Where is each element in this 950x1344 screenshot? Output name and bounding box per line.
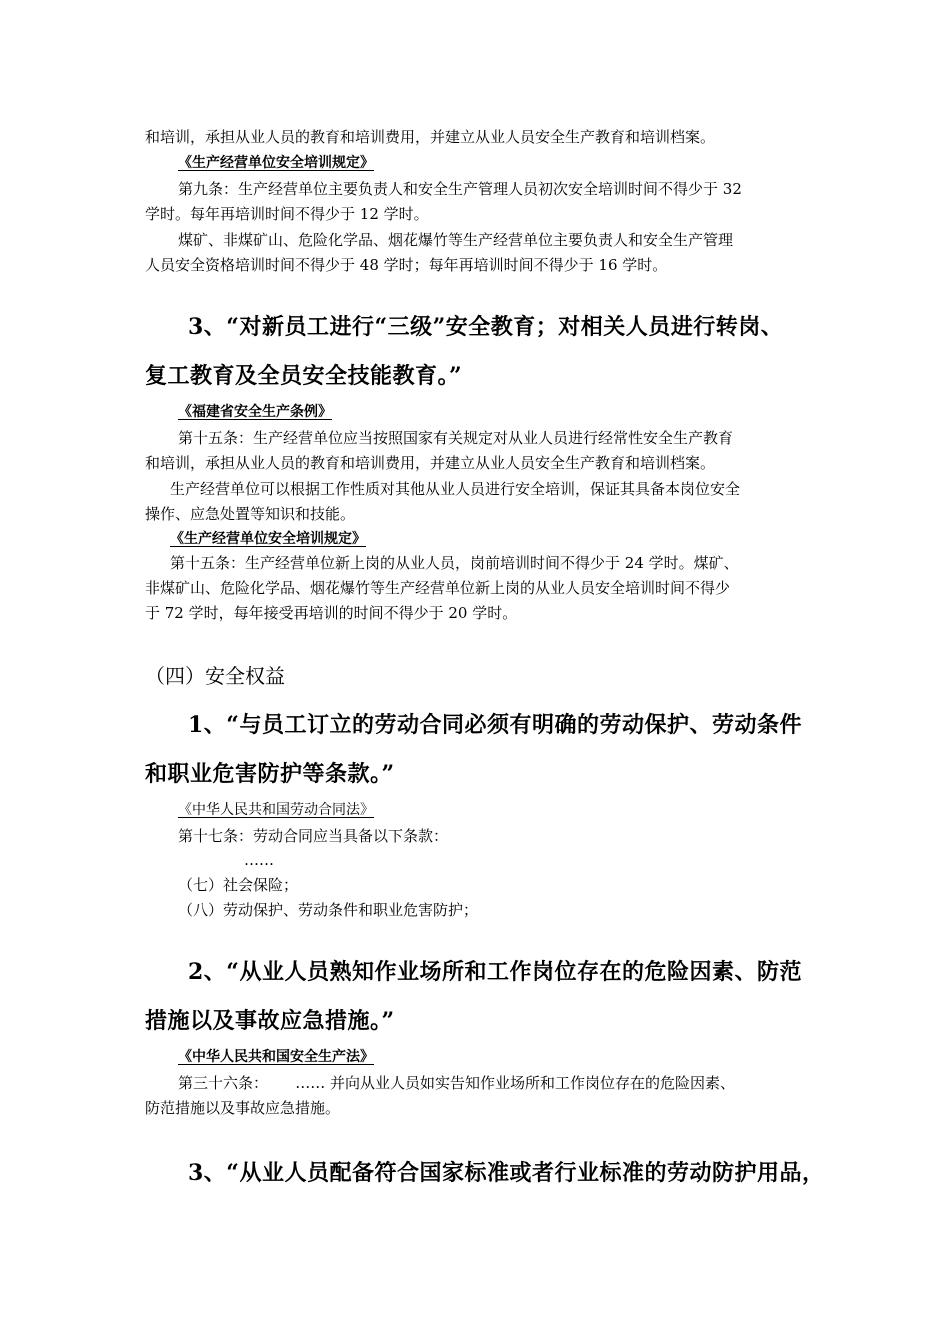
heading-item: 和职业危害防护等条款。” — [145, 761, 395, 787]
body-text-line: 和培训，承担从业人员的教育和培训费用，并建立从业人员安全生产教育和培训档案。 — [145, 454, 716, 472]
body-text-line: 第十七条：劳动合同应当具备以下条款： — [178, 827, 449, 845]
body-text-line: 防范措施以及事故应急措施。 — [145, 1099, 341, 1117]
body-text-line: 第十五条：生产经营单位新上岗的从业人员，岗前培训时间不得少于 24 学时。煤矿、 — [170, 554, 739, 572]
body-text-line: 生产经营单位可以根据工作性质对其他从业人员进行安全培训，保证其具备本岗位安全 — [170, 480, 741, 498]
citation-title: 《生产经营单位安全培训规定》 — [170, 531, 366, 547]
body-text-line: 非煤矿山、危险化学品、烟花爆竹等生产经营单位新上岗的从业人员安全培训时间不得少 — [145, 579, 731, 597]
body-text-line: 第三十六条： …… 并向从业人员如实告知作业场所和工作岗位存在的危险因素、 — [178, 1074, 736, 1092]
heading-item: 复工教育及全员安全技能教育。” — [145, 363, 463, 389]
body-text-line: （八）劳动保护、劳动条件和职业危害防护； — [178, 901, 479, 919]
body-text-line: 操作、应急处置等知识和技能。 — [145, 505, 356, 523]
body-text-line: 人员安全资格培训时间不得少于 48 学时；每年再培训时间不得少于 16 学时。 — [145, 256, 668, 274]
body-text-line: 学时。每年再培训时间不得少于 12 学时。 — [145, 205, 429, 223]
section-heading: （四）安全权益 — [145, 664, 285, 688]
citation-title: 《生产经营单位安全培训规定》 — [178, 155, 374, 171]
citation-title: 《中华人民共和国安全生产法》 — [178, 1049, 374, 1065]
heading-item: 3、“对新员工进行“三级”安全教育；对相关人员进行转岗、 — [188, 314, 784, 340]
body-text-line: 第十五条：生产经营单位应当按照国家有关规定对从业人员进行经常性安全生产教育 — [178, 429, 734, 447]
body-text-line: 煤矿、非煤矿山、危险化学品、烟花爆竹等生产经营单位主要负责人和安全生产管理 — [178, 231, 734, 249]
ellipsis-line: …… — [244, 851, 274, 869]
body-text-line: 和培训，承担从业人员的教育和培训费用，并建立从业人员安全生产教育和培训档案。 — [145, 128, 716, 146]
heading-item: 3、“从业人员配备符合国家标准或者行业标准的劳动防护用品， — [188, 1160, 825, 1186]
citation-title: 《中华人民共和国劳动合同法》 — [178, 802, 374, 818]
body-text-line: 于 72 学时，每年接受再培训的时间不得少于 20 学时。 — [145, 604, 518, 622]
heading-item: 1、“与员工订立的劳动合同必须有明确的劳动保护、劳动条件 — [188, 712, 802, 738]
citation-title: 《福建省安全生产条例》 — [178, 404, 332, 420]
heading-item: 措施以及事故应急措施。” — [145, 1008, 395, 1034]
heading-item: 2、“从业人员熟知作业场所和工作岗位存在的危险因素、防范 — [188, 959, 802, 985]
body-text-line: （七）社会保险； — [178, 876, 299, 894]
body-text-line: 第九条：生产经营单位主要负责人和安全生产管理人员初次安全培训时间不得少于 32 — [178, 180, 742, 198]
